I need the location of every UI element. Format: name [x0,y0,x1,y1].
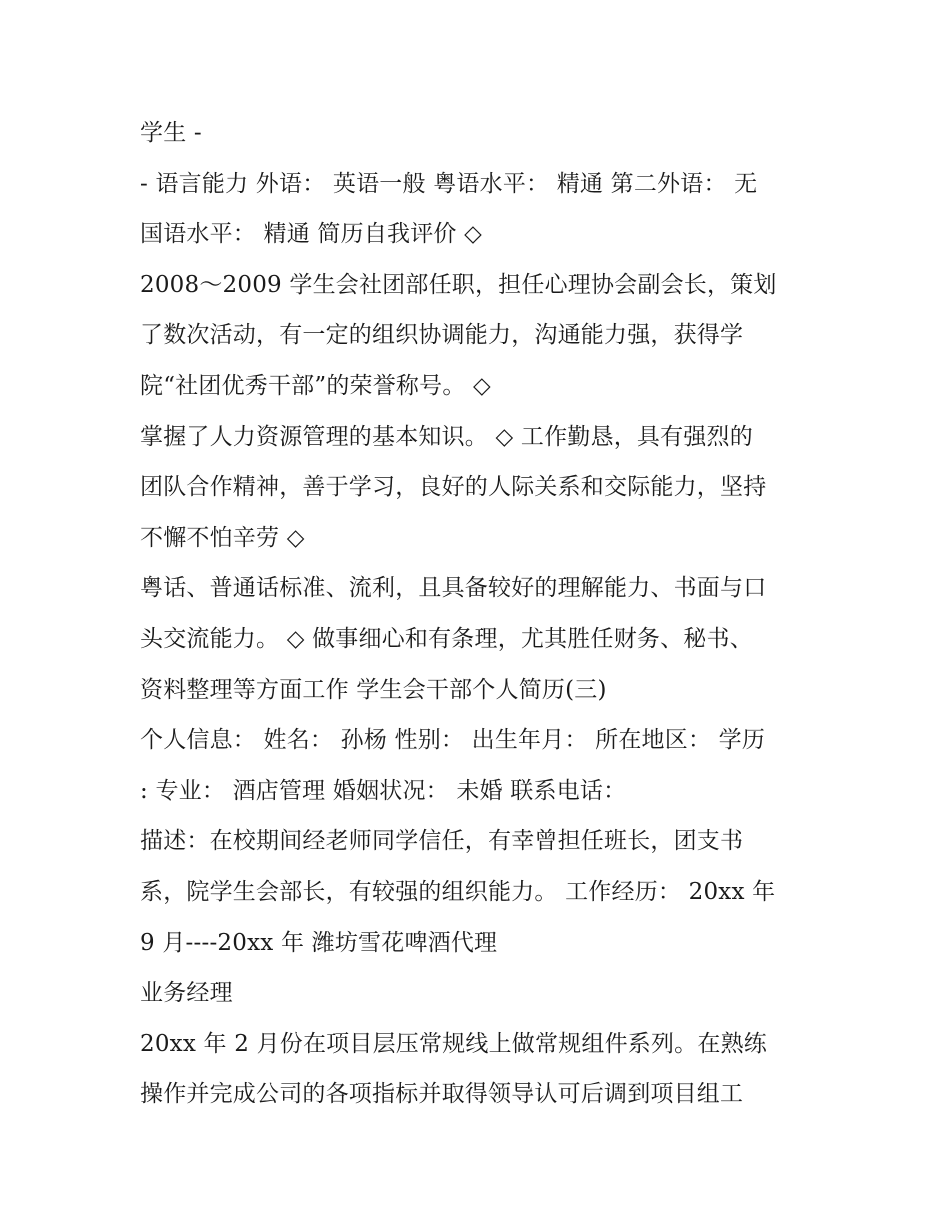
text-line: 掌握了人力资源管理的基本知识。 ◇ 工作勤恳，具有强烈的 [140,423,753,450]
text-line: 2008～2009 学生会社团部任职，担任心理协会副会长，策划 [140,271,777,298]
text-line: 院“社团优秀干部”的荣誉称号。 ◇ [140,372,491,399]
text-line: 粤话、普通话标准、流利，且具备较好的理解能力、书面与口 [140,575,767,602]
text-line: 不懈不怕辛劳 ◇ [140,524,305,551]
document-body [140,108,820,1120]
text-line: 个人信息： 姓名： 孙杨 性别： 出生年月： 所在地区： 学历 [140,727,766,754]
text-line: : 专业： 酒店管理 婚姻状况： 未婚 联系电话： [140,777,627,804]
text-line: 头交流能力。 ◇ 做事细心和有条理，尤其胜任财务、秘书、 [140,625,753,652]
text-line: - 语言能力 外语： 英语一般 粤语水平： 精通 第二外语： 无 [140,170,758,197]
text-line: 9 月----20xx 年 潍坊雪花啤酒代理 [140,929,498,956]
text-line: 操作并完成公司的各项指标并取得领导认可后调到项目组工 [140,1081,744,1108]
text-line: 学生 - [140,120,202,146]
text-line: 系，院学生会部长，有较强的组织能力。 工作经历： 20xx 年 [140,878,776,905]
text-line: 20xx 年 2 月份在项目层压常规线上做常规组件系列。在熟练 [140,1030,767,1057]
text-line: 业务经理 [140,980,233,1007]
text-line: 资料整理等方面工作 学生会干部个人简历(三) [140,676,607,703]
text-line: 国语水平： 精通 简历自我评价 ◇ [140,221,483,248]
text-line: 描述：在校期间经老师同学信任，有幸曾担任班长，团支书 [140,828,744,855]
text-line: 团队合作精神，善于学习，良好的人际关系和交际能力，坚持 [140,474,767,501]
text-line: 了数次活动，有一定的组织协调能力，沟通能力强，获得学 [140,322,744,349]
